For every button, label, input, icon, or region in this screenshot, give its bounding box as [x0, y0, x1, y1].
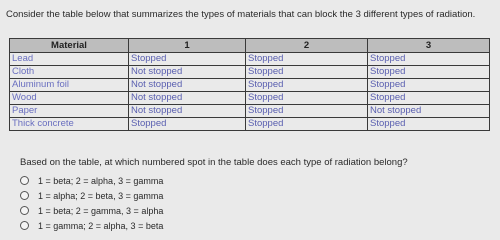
- result-cell: Stopped: [246, 105, 368, 118]
- result-cell: Stopped: [129, 53, 246, 66]
- result-cell: Not stopped: [129, 66, 246, 79]
- result-cell: Not stopped: [129, 79, 246, 92]
- table-header-row: [10, 39, 490, 53]
- table-row: [10, 66, 490, 79]
- result-cell: Stopped: [129, 118, 246, 131]
- radio-button-icon[interactable]: [20, 191, 29, 200]
- material-cell: Cloth: [10, 66, 129, 79]
- material-cell: Wood: [10, 92, 129, 105]
- radio-button-icon[interactable]: [20, 206, 29, 215]
- material-cell: Thick concrete: [10, 118, 129, 131]
- answer-option-label: 1 = alpha; 2 = beta, 3 = gamma: [38, 190, 164, 201]
- result-cell: Stopped: [246, 92, 368, 105]
- result-cell: Stopped: [368, 92, 490, 105]
- answer-option-label: 1 = gamma; 2 = alpha, 3 = beta: [38, 220, 164, 231]
- result-cell: Stopped: [246, 79, 368, 92]
- material-cell: Paper: [10, 105, 129, 118]
- materials-table: [9, 38, 490, 131]
- answer-option-3[interactable]: [20, 203, 163, 218]
- result-cell: Stopped: [246, 66, 368, 79]
- question-text: Based on the table, at which numbered spot in the table does each type of radiation belong?: [20, 157, 408, 168]
- table-row: [10, 79, 490, 92]
- table-row: [10, 118, 490, 131]
- result-cell: Stopped: [368, 79, 490, 92]
- answer-option-2[interactable]: [20, 188, 163, 203]
- result-cell: Not stopped: [129, 92, 246, 105]
- header-radiation-3: 3: [368, 39, 490, 53]
- answer-option-label: 1 = beta; 2 = alpha, 3 = gamma: [38, 175, 164, 186]
- answer-option-4[interactable]: [20, 218, 163, 233]
- result-cell: Stopped: [368, 118, 490, 131]
- table-row: [10, 92, 490, 105]
- result-cell: Stopped: [246, 53, 368, 66]
- result-cell: Stopped: [368, 53, 490, 66]
- header-material: Material: [10, 39, 129, 53]
- table-row: [10, 53, 490, 66]
- answer-option-label: 1 = beta; 2 = gamma, 3 = alpha: [38, 205, 164, 216]
- radio-button-icon[interactable]: [20, 221, 29, 230]
- header-radiation-2: 2: [246, 39, 368, 53]
- result-cell: Stopped: [246, 118, 368, 131]
- material-cell: Aluminum foil: [10, 79, 129, 92]
- header-radiation-1: 1: [129, 39, 246, 53]
- result-cell: Not stopped: [368, 105, 490, 118]
- radio-button-icon[interactable]: [20, 176, 29, 185]
- question-intro: Consider the table below that summarizes the types of materials that can block the 3 different types of radiation.: [6, 9, 476, 20]
- table-row: [10, 105, 490, 118]
- answer-option-1[interactable]: [20, 173, 163, 188]
- result-cell: Not stopped: [129, 105, 246, 118]
- result-cell: Stopped: [368, 66, 490, 79]
- answer-options: [20, 173, 163, 233]
- material-cell: Lead: [10, 53, 129, 66]
